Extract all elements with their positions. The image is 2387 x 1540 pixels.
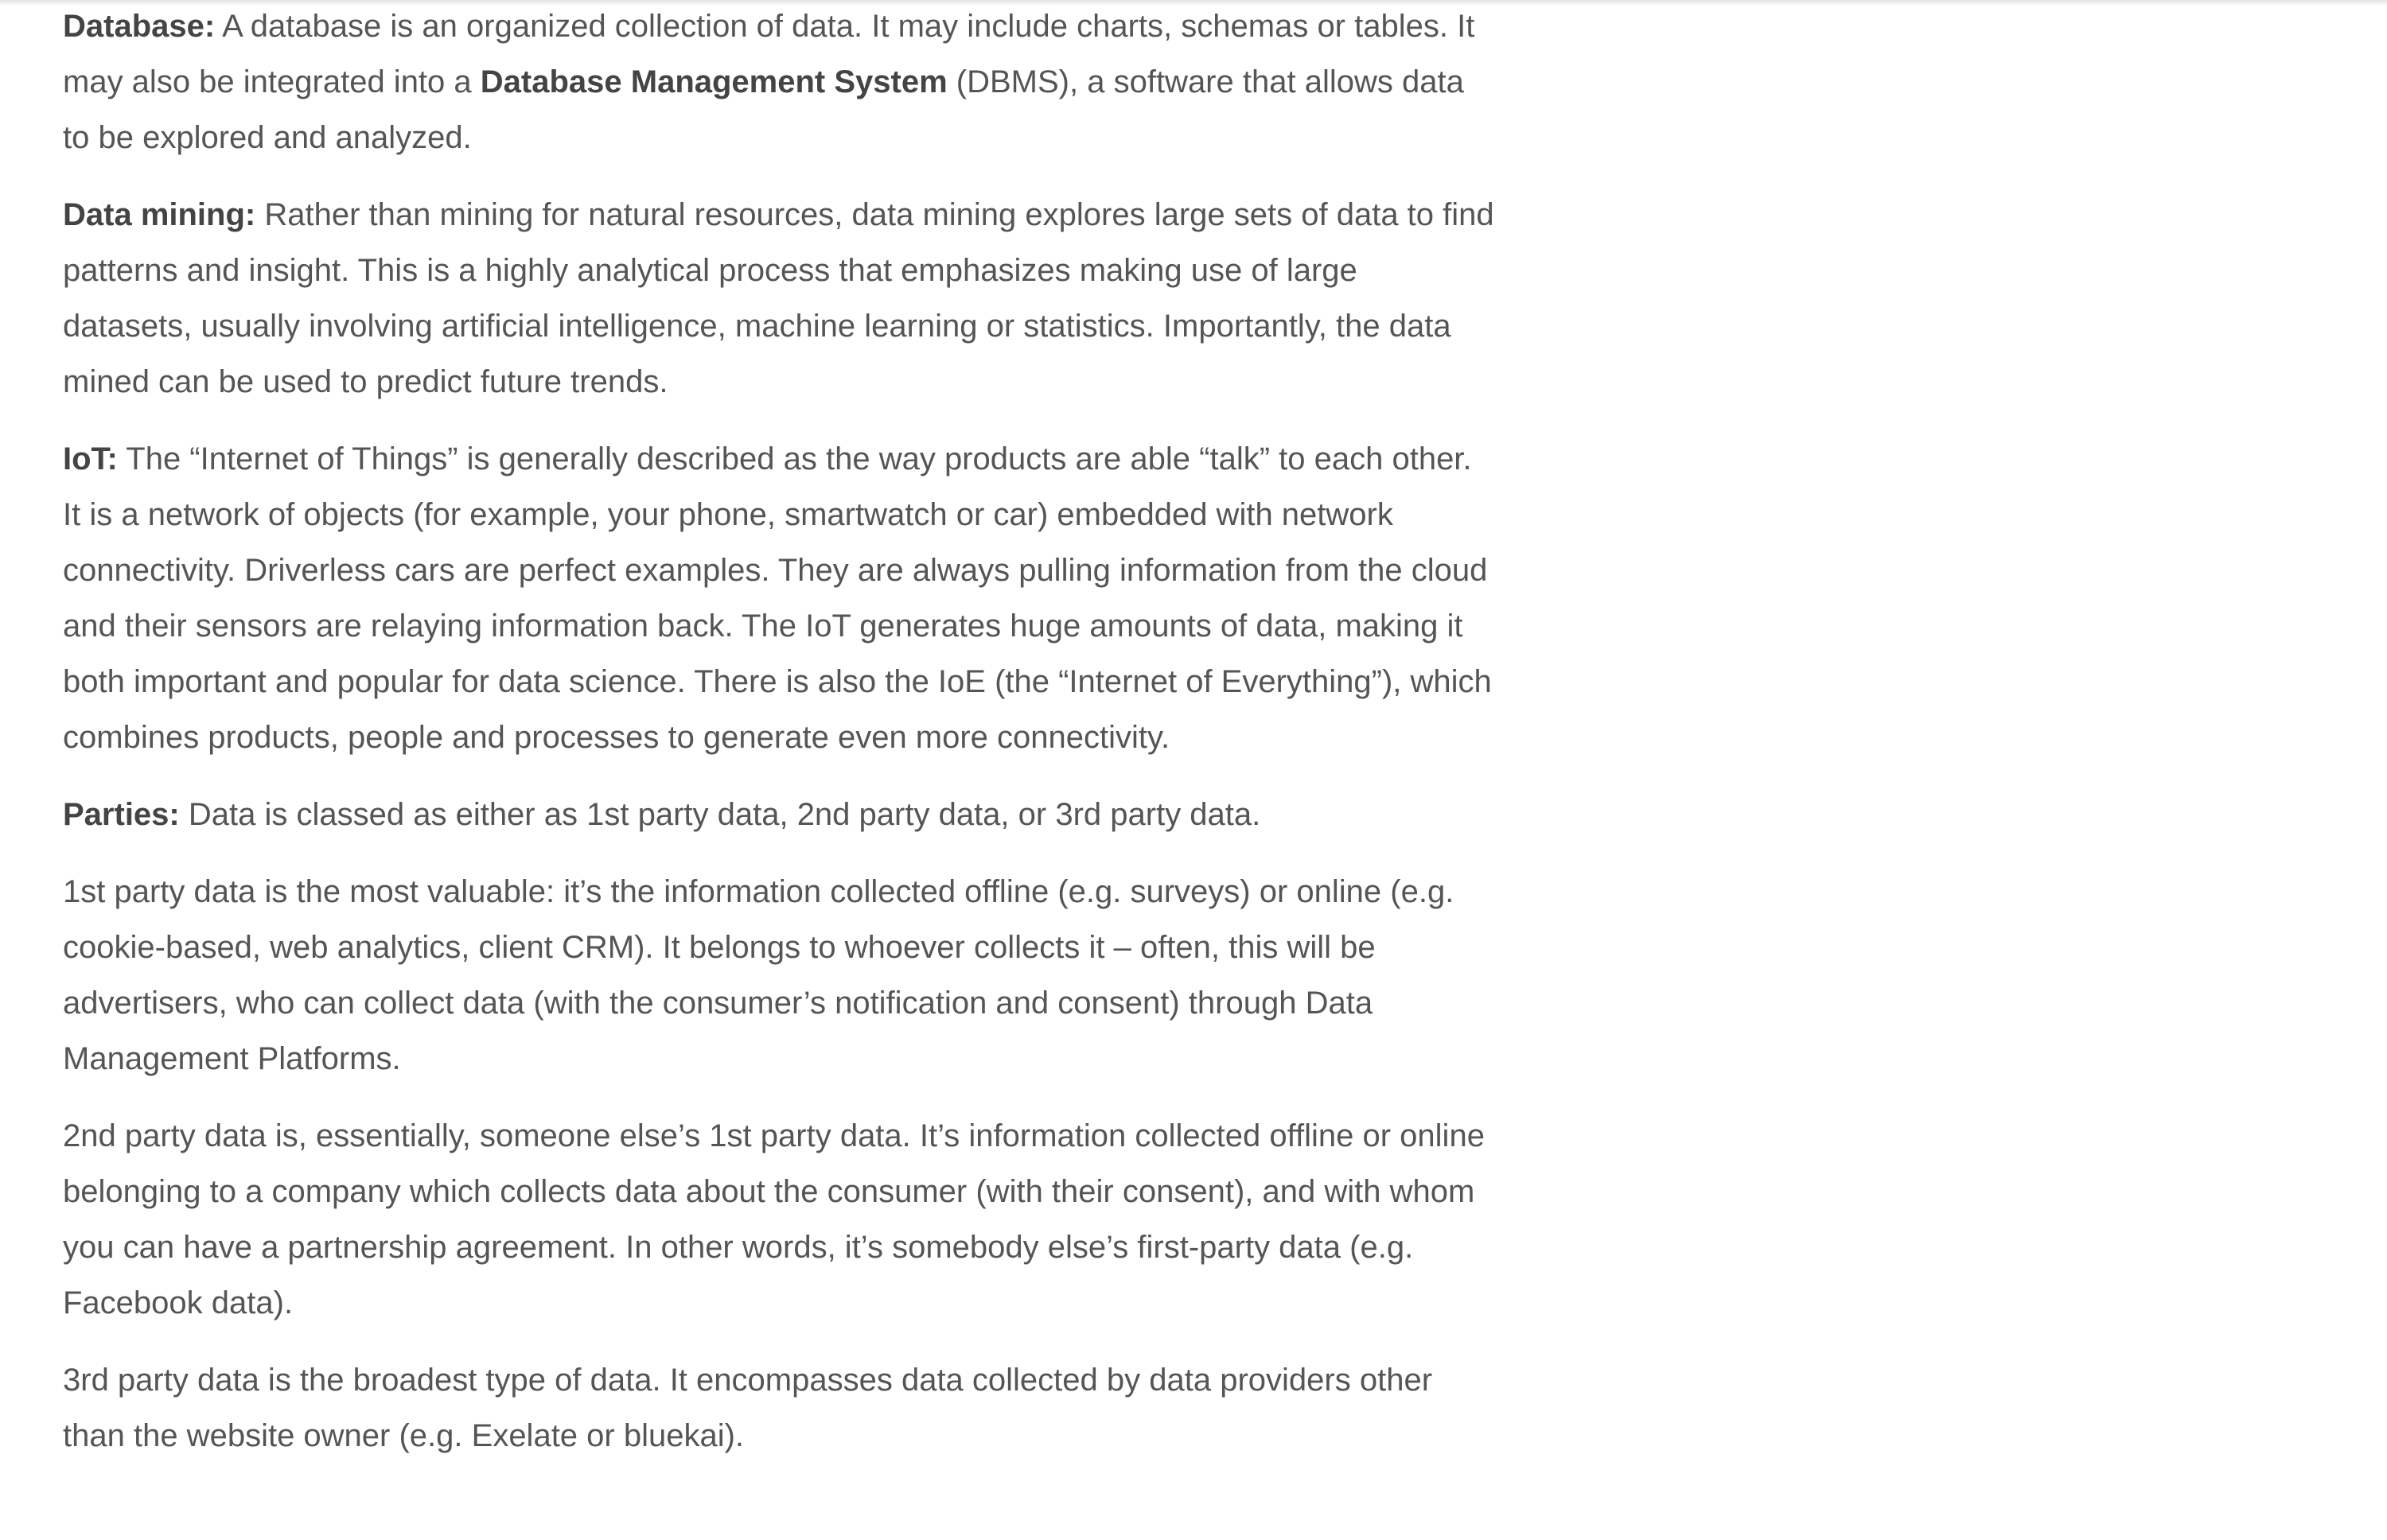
paragraph-third-party: 3rd party data is the broadest type of data. It encompasses data collected by data providers other than the website owner (e.g. Exelate or bluekai).	[63, 1363, 1433, 1453]
definition-database-part-1: A database is an organized collection of data. It may include charts, schemas or tables. It may also be integrated into a	[63, 9, 1475, 99]
paragraph-data-mining	[63, 187, 1495, 410]
dbms-emphasis: Database Management System	[480, 64, 948, 99]
definition-iot: The “Internet of Things” is generally described as the way products are able “talk” to each other. It is a network of objects (for example, your phone, smartwatch or car) embedded with network connectivity. Driverless cars are perfect examples. They are always pulling information from the cloud and their sensors are relaying information back. The IoT generates huge amounts of data, making it both important and popular for data science. There is also the IoE (the “Internet of Everything”), which combines products, people and processes to generate even more connectivity.	[63, 441, 1492, 755]
definition-parties: Data is classed as either as 1st party data, 2nd party data, or 3rd party data.	[179, 797, 1261, 832]
term-database: Database:	[63, 9, 216, 44]
paragraph-first-party: 1st party data is the most valuable: it’s the information collected offline (e.g. surveys) or online (e.g. cookie-based, web analytics, client CRM). It belongs to whoever collects it – often, this will be advertisers, who can collect data (with the consumer’s notification and consent) through Data Management Platforms.	[63, 874, 1454, 1076]
definition-data-mining: Rather than mining for natural resources, data mining explores large sets of data to find patterns and insight. This is a highly analytical process that emphasizes making use of large datasets, usually involving artificial intelligence, machine learning or statistics. Importantly, the data mined can be used to predict future trends.	[63, 197, 1494, 399]
term-parties: Parties:	[63, 797, 180, 832]
paragraph-iot	[63, 431, 1495, 765]
paragraph-second-party: 2nd party data is, essentially, someone else’s 1st party data. It’s information collected offline or online belonging to a company which collects data about the consumer (with their consent), and with whom you can have a partnership agreement. In other words, it’s somebody else’s first-party data (e.g. Facebook data).	[63, 1118, 1485, 1320]
paragraph-parties	[63, 787, 1495, 842]
definition-database-part-2: (DBMS), a software that allows data to be explored and analyzed.	[63, 64, 1464, 155]
term-data-mining: Data mining:	[63, 197, 256, 232]
paragraph-database	[63, 0, 1495, 165]
article-body	[63, 0, 1495, 1485]
term-iot: IoT:	[63, 441, 118, 476]
